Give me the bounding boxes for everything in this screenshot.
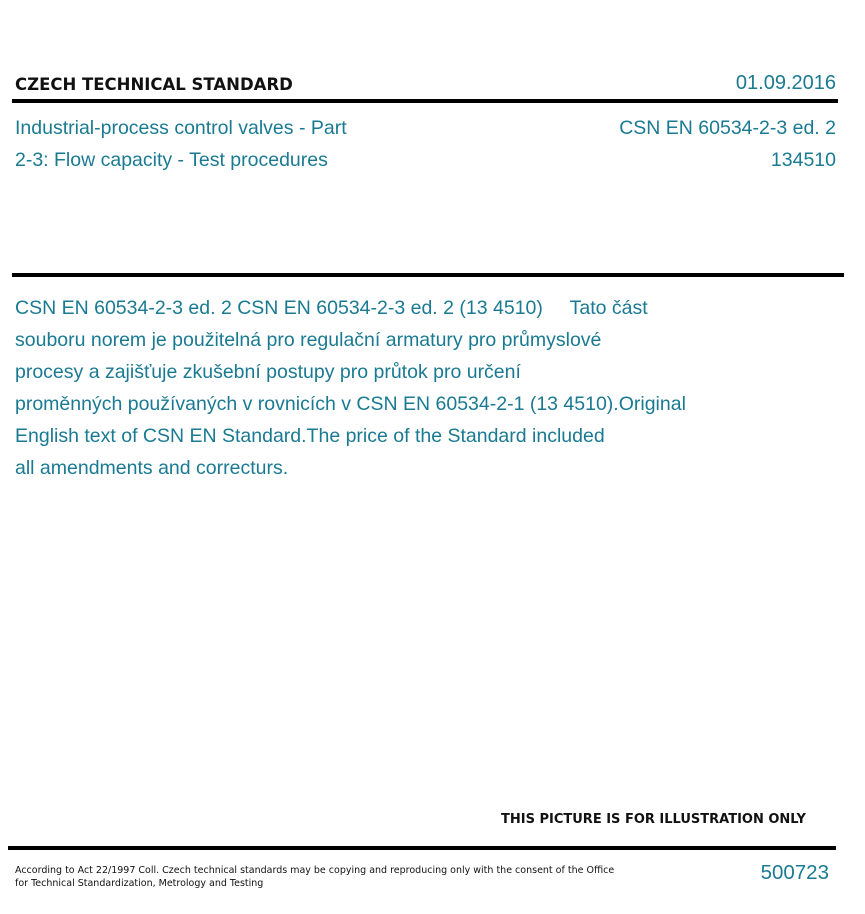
abstract-line: CSN EN 60534-2-3 ed. 2 CSN EN 60534-2-3 ed. 2 (13 4510) Tato část [15,297,648,319]
legal-notice [15,864,614,890]
section-divider [12,273,844,277]
abstract-line: souboru norem je použitelná pro regulační armatury pro průmyslové [15,329,602,351]
illustration-disclaimer: THIS PICTURE IS FOR ILLUSTRATION ONLY [501,812,806,827]
legal-notice-line-1: According to Act 22/1997 Coll. Czech technical standards may be copying and reproducing only with the consent of the Office [15,865,615,876]
abstract-line: English text of CSN EN Standard.The price of the Standard included [15,425,605,447]
abstract-line: proměnných používaných v rovnicích v CSN EN 60534-2-1 (13 4510).Original [15,393,686,415]
document-type-heading: CZECH TECHNICAL STANDARD [15,75,293,94]
standard-title-line-1: Industrial-process control valves - Part [15,117,347,139]
abstract-text [15,292,686,484]
footer-divider [8,846,836,850]
header-divider [12,99,838,103]
publication-date: 01.09.2016 [735,72,836,94]
classification-code: 134510 [770,149,836,171]
standard-title-line-2: 2-3: Flow capacity - Test procedures [15,149,328,171]
abstract-line: procesy a zajišťuje zkušební postupy pro průtok pro určení [15,361,521,383]
document-id: 500723 [760,861,829,884]
standard-number: CSN EN 60534-2-3 ed. 2 [619,117,836,139]
legal-notice-line-2: for Technical Standardization, Metrology and Testing [15,878,264,889]
abstract-line: all amendments and correcturs. [15,457,289,479]
